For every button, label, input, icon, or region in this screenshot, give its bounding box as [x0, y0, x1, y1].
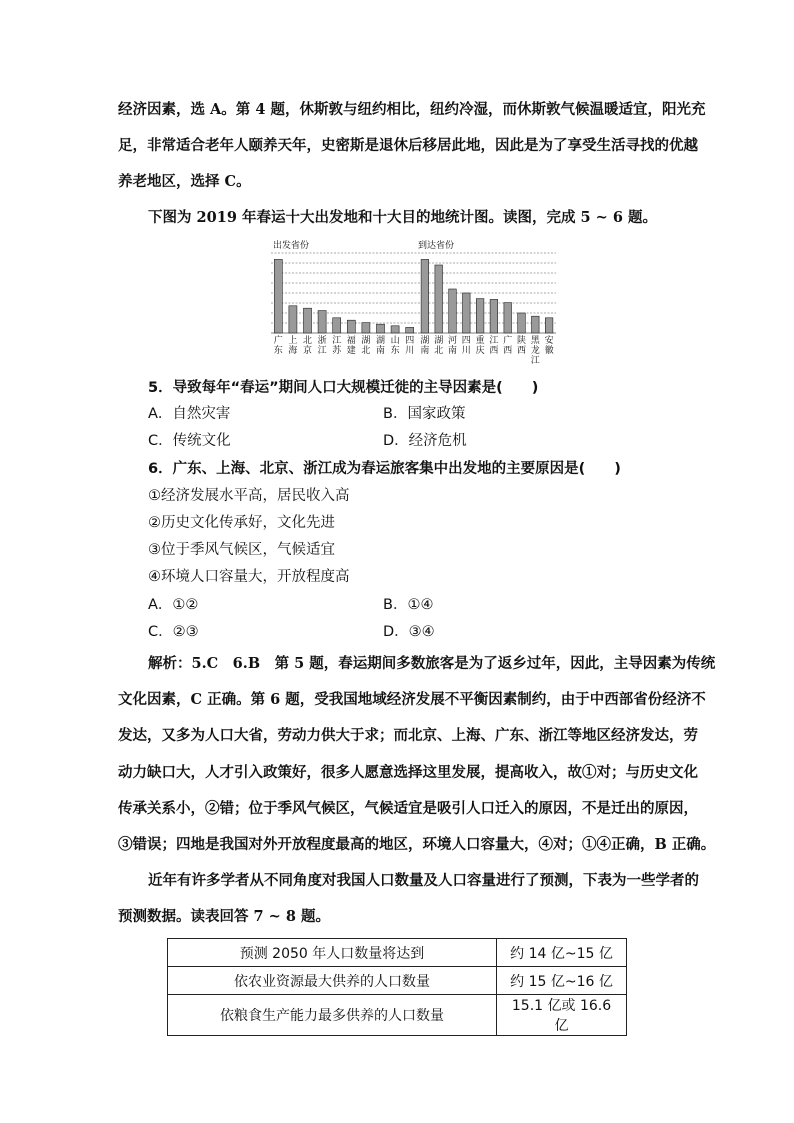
category-label: 重 — [475, 336, 485, 346]
category-label: 江 — [530, 356, 540, 366]
category-label: 山 — [390, 336, 400, 346]
bar — [463, 293, 471, 333]
bar — [504, 303, 512, 333]
q6-statement-4: ④环境人口容量大，开放程度高 — [148, 569, 350, 585]
table-cell: 依粮食生产能力最多供养的人口数量 — [168, 995, 497, 1036]
paragraph-line: 足，非常适合老年人颐养天年，史密斯是退休后移居此地，因此是为了享受生活寻找的优越 — [118, 137, 698, 154]
category-label: 徽 — [544, 346, 554, 356]
category-label: 四 — [461, 336, 471, 346]
table-row — [168, 995, 627, 1036]
bar — [545, 318, 553, 333]
bar — [362, 323, 370, 333]
category-label: 苏 — [332, 346, 342, 356]
q6-statement-2: ②历史文化传承好，文化先进 — [148, 515, 335, 531]
category-label: 南 — [447, 346, 458, 356]
chart-title-departure: 出发省份 — [273, 241, 310, 251]
analysis-line: 发达，又多为人口大省，劳动力供大于求；而北京、上海、广东、浙江等地区经济发达，劳 — [118, 727, 698, 744]
category-label: 河 — [447, 336, 458, 346]
bar — [490, 299, 498, 333]
bar — [347, 320, 355, 333]
bar — [274, 259, 282, 333]
category-label: 庆 — [475, 346, 485, 356]
category-label: 湖 — [375, 336, 386, 346]
category-label: 黑 — [530, 336, 540, 346]
category-label: 西 — [503, 346, 513, 356]
q5-option-a[interactable]: A．自然灾害 — [148, 406, 231, 422]
table-cell: 约 15 亿~16 亿 — [497, 967, 627, 995]
analysis-line: 动力缺口大，人才引入政策好，很多人愿意选择这里发展，提高收入，故①对；与历史文化 — [118, 764, 698, 781]
bar — [318, 311, 326, 333]
chart-title-arrival: 到达省份 — [418, 241, 455, 251]
table-row — [168, 967, 627, 995]
q6-stem: 6．广东、上海、北京、浙江成为春运旅客集中出发地的主要原因是( ) — [148, 461, 621, 477]
table-cell: 约 14 亿~15 亿 — [497, 939, 627, 967]
analysis-line: 文化因素，C 正确。第 6 题，受我国地域经济发展不平衡因素制约，由于中西部省份经济不 — [118, 691, 706, 708]
bar — [376, 324, 384, 333]
category-label: 西 — [516, 346, 527, 356]
category-label: 陕 — [516, 336, 527, 346]
table-intro: 近年有许多学者从不同角度对我国人口数量及人口容量进行了预测，下表为一些学者的 — [148, 872, 699, 889]
q6-option-a[interactable]: A．①② — [148, 597, 199, 613]
category-label: 海 — [288, 346, 298, 356]
bar — [518, 313, 526, 333]
analysis-line: 解析：5.C 6.B 第 5 题，春运期间多数旅客是为了返乡过年，因此，主导因素为传统 — [148, 655, 716, 672]
bar — [289, 306, 297, 333]
category-label: 南 — [375, 346, 386, 356]
bar — [449, 289, 457, 333]
travel-chart — [263, 238, 558, 366]
category-label: 江 — [489, 336, 499, 346]
bar — [333, 318, 341, 333]
bar — [421, 259, 429, 333]
bar — [435, 265, 443, 333]
chart-intro: 下图为 2019 年春运十大出发地和十大目的地统计图。读图，完成 5 ~ 6 题。 — [148, 209, 657, 226]
category-label: 川 — [405, 346, 415, 356]
q5-option-c[interactable]: C．传统文化 — [148, 433, 231, 449]
bar — [476, 299, 484, 333]
chart-left-panel — [271, 239, 417, 356]
q5-option-b[interactable]: B．国家政策 — [383, 406, 466, 422]
q5-stem: 5．导致每年“春运”期间人口大规模迁徙的主导因素是( ) — [148, 380, 539, 396]
category-label: 福 — [346, 336, 356, 346]
category-label: 湖 — [434, 336, 444, 346]
category-label: 北 — [434, 346, 444, 356]
table-intro: 预测数据。读表回答 7 ~ 8 题。 — [118, 908, 331, 925]
category-label: 西 — [489, 346, 499, 356]
category-label: 东 — [273, 346, 283, 356]
paragraph-line: 经济因素，选 A。第 4 题，休斯敦与纽约相比，纽约冷湿，而休斯敦气候温暖适宜，阳光充 — [118, 101, 706, 118]
category-label: 东 — [390, 346, 400, 356]
category-label: 北 — [302, 336, 313, 346]
paragraph-line: 养老地区，选择 C。 — [118, 173, 251, 190]
bar — [406, 327, 414, 333]
q6-option-b[interactable]: B．①④ — [383, 597, 434, 613]
q6-statement-3: ③位于季风气候区，气候适宜 — [148, 542, 335, 558]
bar — [303, 308, 311, 333]
category-label: 安 — [544, 336, 554, 346]
table-cell: 15.1 亿或 16.6 亿 — [497, 995, 627, 1036]
category-label: 京 — [302, 346, 313, 356]
category-label: 四 — [405, 336, 415, 346]
bar — [532, 316, 540, 333]
q5-option-d[interactable]: D．经济危机 — [383, 433, 467, 449]
category-label: 龙 — [530, 346, 540, 356]
bar — [391, 326, 399, 333]
q6-statement-1: ①经济发展水平高，居民收入高 — [148, 488, 350, 504]
category-label: 北 — [361, 346, 371, 356]
category-label: 江 — [332, 336, 342, 346]
category-label: 浙 — [317, 336, 327, 346]
category-label: 湖 — [361, 336, 371, 346]
prediction-table — [167, 938, 627, 1036]
chart-right-panel — [418, 239, 556, 366]
category-label: 湖 — [420, 336, 430, 346]
table-row — [168, 939, 627, 967]
q6-option-d[interactable]: D．③④ — [383, 624, 435, 640]
category-label: 建 — [346, 346, 356, 356]
table-cell: 依农业资源最大供养的人口数量 — [168, 967, 497, 995]
analysis-line: 传承关系小，②错；位于季风气候区，气候适宜是吸引人口迁入的原因，不是迁出的原因， — [118, 800, 698, 817]
table-cell: 预测 2050 年人口数量将达到 — [168, 939, 497, 967]
category-label: 南 — [420, 346, 430, 356]
q6-option-c[interactable]: C．②③ — [148, 624, 199, 640]
category-label: 广 — [273, 336, 283, 346]
category-label: 广 — [503, 336, 513, 346]
analysis-line: ③错误；四地是我国对外开放程度最高的地区，环境人口容量大，④对；①④正确，B 正确。 — [118, 836, 716, 853]
category-label: 上 — [288, 336, 298, 346]
category-label: 川 — [461, 346, 471, 356]
category-label: 江 — [317, 346, 327, 356]
